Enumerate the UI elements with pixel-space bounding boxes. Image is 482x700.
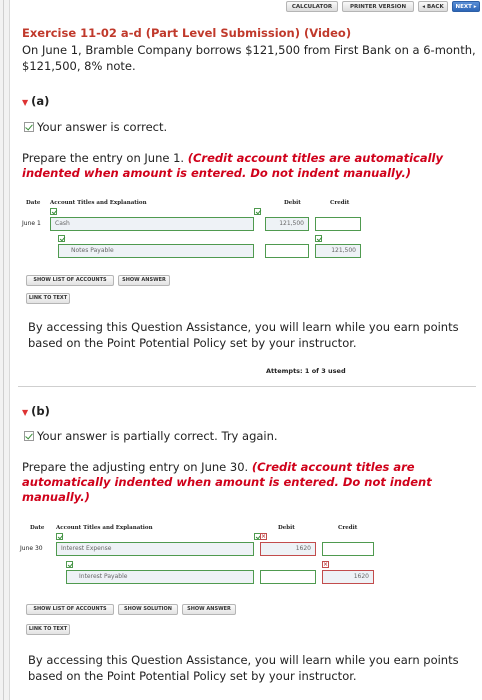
account-field[interactable]: Interest Payable	[66, 570, 254, 584]
col-date: Date	[26, 200, 41, 206]
show-answer-button[interactable]: SHOW ANSWER	[118, 275, 170, 286]
show-solution-button[interactable]: SHOW SOLUTION	[118, 604, 178, 615]
part-a-instruction-note: (Credit account titles are automatically indented when amount is entered. Do not indent manually.)	[22, 151, 443, 180]
left-scroll-rail	[0, 0, 10, 700]
credit-field[interactable]	[322, 542, 374, 556]
row-date: June 30	[20, 545, 43, 552]
correct-check-icon	[315, 235, 322, 242]
link-to-text-button[interactable]: LINK TO TEXT	[26, 624, 70, 635]
account-field[interactable]: Notes Payable	[58, 244, 254, 258]
col-credit: Credit	[338, 525, 358, 531]
credit-field[interactable]: 121,500	[315, 244, 361, 258]
account-field[interactable]: Interest Expense	[56, 542, 254, 556]
correct-check-icon	[24, 122, 34, 132]
col-credit: Credit	[330, 200, 350, 206]
part-b-instruction-note: (Credit account titles are automatically indented when amount is entered. Do not indent manually.)	[22, 460, 432, 504]
correct-check-icon	[56, 533, 63, 540]
col-date: Date	[30, 525, 45, 531]
correct-check-icon	[254, 208, 261, 215]
debit-field[interactable]: 1620	[260, 542, 316, 556]
attempts-text: Attempts: 1 of 3 used	[266, 367, 346, 375]
show-list-of-accounts-button[interactable]: SHOW LIST OF ACCOUNTS	[26, 275, 114, 286]
col-account: Account Titles and Explanation	[50, 200, 147, 206]
partial-check-icon	[24, 431, 34, 441]
part-a-instruction	[22, 151, 477, 181]
back-button[interactable]: ◂ BACK	[418, 1, 448, 12]
col-debit: Debit	[278, 525, 295, 531]
row-date: June 1	[22, 220, 41, 227]
debit-field[interactable]	[265, 244, 309, 258]
debit-field[interactable]	[260, 570, 316, 584]
part-b-header[interactable]	[22, 404, 50, 418]
divider	[18, 386, 476, 387]
part-a-instruction-plain: Prepare the entry on June 1.	[22, 151, 188, 165]
assist-text: By accessing this Question Assistance, you will learn while you earn points based on the Point Potential Policy set by your instructor.	[28, 653, 459, 683]
account-field[interactable]: Cash	[50, 217, 254, 231]
correct-check-icon	[50, 208, 57, 215]
assist-text: By accessing this Question Assistance, you will learn while you earn points based on the Point Potential Policy set by your instructor.	[28, 320, 459, 350]
collapse-arrow-icon: ▼	[22, 408, 29, 417]
part-b-label: (b)	[31, 404, 50, 418]
part-b-instruction-plain: Prepare the adjusting entry on June 30.	[22, 460, 252, 474]
next-button[interactable]: NEXT ▸	[452, 1, 480, 12]
part-a-header[interactable]	[22, 94, 49, 108]
correct-check-icon	[58, 235, 65, 242]
incorrect-x-icon: ×	[261, 533, 267, 540]
printer-version-button[interactable]: PRINTER VERSION	[342, 1, 414, 12]
col-debit: Debit	[284, 200, 301, 206]
show-answer-button[interactable]: SHOW ANSWER	[182, 604, 236, 615]
part-b-status	[24, 429, 278, 443]
debit-field[interactable]: 121,500	[265, 217, 309, 231]
part-a-status	[24, 120, 167, 134]
incorrect-x-icon: ×	[323, 561, 329, 568]
calculator-button[interactable]: CALCULATOR	[286, 1, 338, 12]
part-b-instruction	[22, 460, 477, 505]
show-list-of-accounts-button[interactable]: SHOW LIST OF ACCOUNTS	[26, 604, 114, 615]
question-text: On June 1, Bramble Company borrows $121,500 from First Bank on a 6-month, $121,500, 8% note.	[22, 43, 476, 73]
exercise-title: Exercise 11-02 a-d (Part Level Submission) (Video)	[22, 26, 352, 40]
credit-field[interactable]: 1620	[322, 570, 374, 584]
credit-field[interactable]	[315, 217, 361, 231]
correct-check-icon	[66, 561, 73, 568]
collapse-arrow-icon: ▼	[22, 98, 29, 107]
link-to-text-button[interactable]: LINK TO TEXT	[26, 293, 70, 304]
part-a-status-text: Your answer is correct.	[37, 120, 168, 134]
top-toolbar	[10, 0, 482, 14]
part-a-label: (a)	[31, 94, 50, 108]
col-account: Account Titles and Explanation	[56, 525, 153, 531]
part-b-status-text: Your answer is partially correct. Try again.	[37, 429, 278, 443]
